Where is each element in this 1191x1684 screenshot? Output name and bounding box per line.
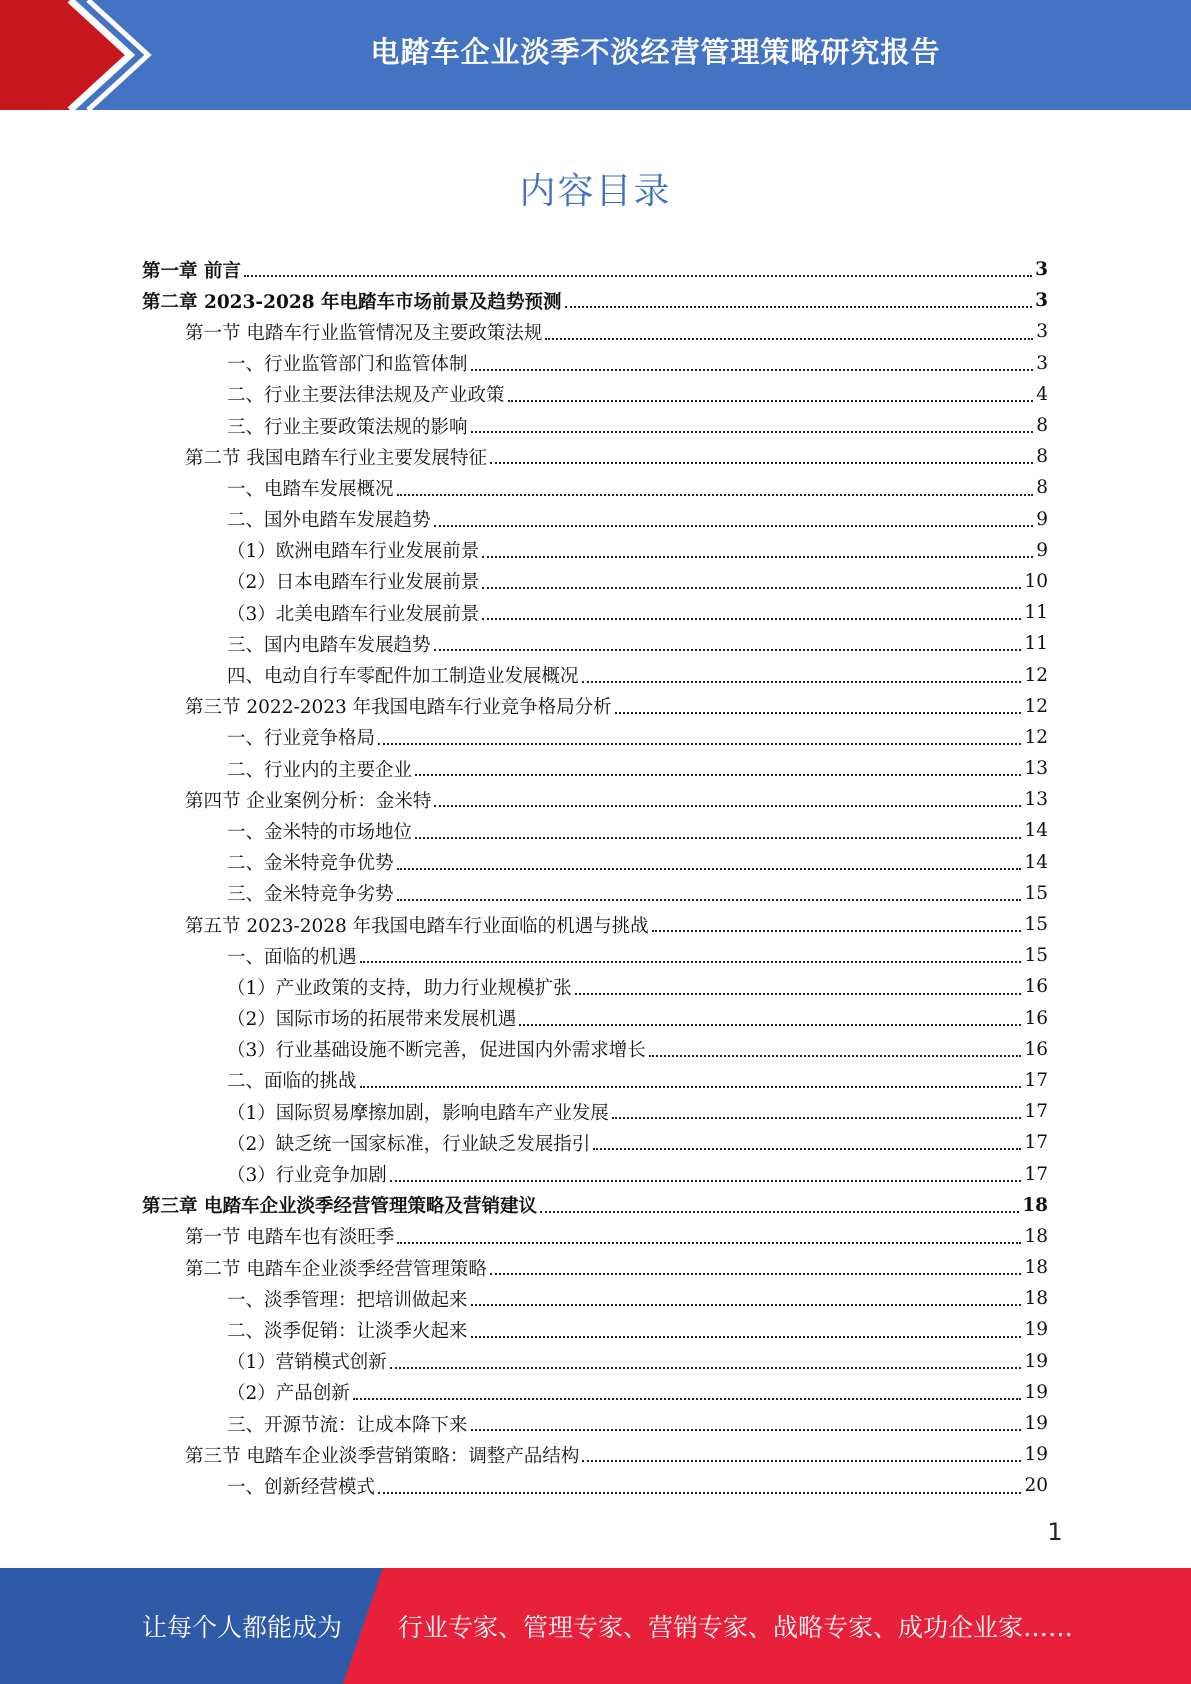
toc-dot-leader: [575, 993, 1022, 995]
toc-dot-leader: [615, 712, 1022, 714]
toc-dot-leader: [471, 1429, 1022, 1431]
toc-entry-page: 16: [1024, 1038, 1048, 1060]
toc-entry-page: 14: [1024, 851, 1048, 873]
toc-entry-title: 第二节 我国电踏车行业主要发展特征: [185, 447, 487, 469]
toc-entry-title: （2）国际市场的拓展带来发展机遇: [227, 1009, 517, 1031]
toc-entry[interactable]: [142, 1470, 1048, 1501]
footer-slogan-right: 行业专家、管理专家、营销专家、战略专家、成功企业家……: [398, 1613, 1074, 1642]
toc-entry-title: 二、金米特竞争优势: [227, 853, 394, 875]
toc-entry-title: 四、电动自行车零配件加工制造业发展概况: [227, 666, 579, 688]
toc-entry-title: 一、金米特的市场地位: [227, 821, 413, 843]
toc-entry-page: 3: [1036, 321, 1048, 343]
toc-dot-leader: [652, 930, 1022, 932]
toc-entry-title: （1）产业政策的支持，助力行业规模扩张: [227, 977, 572, 999]
toc-entry-title: 一、行业竞争格局: [227, 728, 376, 750]
toc-dot-leader: [482, 556, 1033, 558]
toc-entry[interactable]: [142, 1377, 1048, 1408]
toc-entry-page: 9: [1036, 539, 1048, 561]
toc-dot-leader: [519, 1024, 1021, 1026]
toc-dot-leader: [244, 275, 1032, 277]
toc-entry[interactable]: [142, 1190, 1048, 1221]
toc-heading: 内容目录: [519, 171, 672, 212]
toc-entry[interactable]: [142, 1439, 1048, 1470]
toc-entry-title: （2）产品创新: [227, 1383, 350, 1405]
toc-dot-leader: [434, 649, 1022, 651]
toc-dot-leader: [508, 400, 1034, 402]
toc-entry[interactable]: [142, 1065, 1048, 1096]
toc-entry-title: 一、面临的机遇: [227, 946, 357, 968]
toc-dot-leader: [593, 1148, 1021, 1150]
toc-entry[interactable]: [142, 566, 1048, 597]
toc-dot-leader: [612, 1117, 1022, 1119]
toc-entry[interactable]: [142, 659, 1048, 690]
toc-entry[interactable]: [142, 753, 1048, 784]
toc-entry-page: 16: [1024, 1007, 1048, 1029]
page-number: 1: [1047, 1518, 1063, 1546]
toc-dot-leader: [482, 618, 1021, 620]
toc-entry-page: 10: [1024, 570, 1048, 592]
footer-banner: [0, 1568, 1191, 1684]
toc-dot-leader: [434, 805, 1021, 807]
toc-entry[interactable]: [142, 1034, 1048, 1065]
toc-entry[interactable]: [142, 535, 1048, 566]
toc-entry-title: 二、行业主要法律法规及产业政策: [227, 385, 505, 407]
toc-entry-page: 8: [1036, 415, 1048, 437]
toc-entry[interactable]: [142, 1158, 1048, 1189]
toc-dot-leader: [390, 1367, 1022, 1369]
table-of-contents: [142, 254, 1048, 1502]
header-bar: [0, 0, 1191, 110]
toc-entry[interactable]: [142, 254, 1048, 285]
toc-entry-page: 15: [1024, 914, 1048, 936]
footer-slogan-left: 让每个人都能成为: [142, 1613, 343, 1642]
toc-dot-leader: [397, 494, 1034, 496]
toc-entry-page: 13: [1024, 758, 1048, 780]
toc-dot-leader: [378, 1492, 1021, 1494]
toc-entry[interactable]: [142, 847, 1048, 878]
toc-dot-leader: [540, 1211, 1019, 1213]
toc-entry-title: 三、开源节流：让成本降下来: [227, 1414, 468, 1436]
toc-dot-leader: [545, 338, 1033, 340]
toc-entry-title: 第三节 2022-2023 年我国电踏车行业竞争格局分析: [185, 697, 612, 719]
toc-entry-title: （1）欧洲电踏车行业发展前景: [227, 541, 480, 563]
toc-dot-leader: [397, 868, 1022, 870]
toc-entry-title: 第一节 电踏车也有淡旺季: [185, 1227, 395, 1249]
toc-entry-title: 第一章 前言: [142, 260, 241, 282]
toc-entry-title: 二、淡季促销：让淡季火起来: [227, 1320, 468, 1342]
toc-entry-page: 18: [1022, 1194, 1048, 1216]
toc-entry[interactable]: [142, 1283, 1048, 1314]
toc-entry-title: （1）营销模式创新: [227, 1352, 387, 1374]
toc-entry-title: （3）行业基础设施不断完善，促进国内外需求增长: [227, 1040, 646, 1062]
toc-entry[interactable]: [142, 597, 1048, 628]
toc-entry[interactable]: [142, 316, 1048, 347]
toc-entry[interactable]: [142, 410, 1048, 441]
toc-entry[interactable]: [142, 971, 1048, 1002]
toc-entry-page: 15: [1024, 945, 1048, 967]
toc-dot-leader: [471, 369, 1034, 371]
toc-dot-leader: [471, 431, 1034, 433]
toc-entry[interactable]: [142, 878, 1048, 909]
toc-entry-page: 20: [1024, 1475, 1048, 1497]
toc-dot-leader: [649, 1055, 1022, 1057]
toc-entry-page: 18: [1024, 1257, 1048, 1279]
toc-entry-page: 11: [1024, 602, 1048, 624]
toc-entry-title: 第四节 企业案例分析：金米特: [185, 790, 432, 812]
toc-entry-page: 14: [1024, 820, 1048, 842]
header-arrow-icon: [0, 0, 160, 110]
toc-entry-page: 15: [1024, 882, 1048, 904]
toc-entry[interactable]: [142, 1096, 1048, 1127]
toc-entry-page: 4: [1036, 383, 1048, 405]
toc-entry[interactable]: [142, 722, 1048, 753]
toc-entry-title: 三、国内电踏车发展趋势: [227, 634, 431, 656]
toc-dot-leader: [565, 306, 1033, 308]
toc-entry[interactable]: [142, 1314, 1048, 1345]
toc-entry-title: 二、行业内的主要企业: [227, 759, 413, 781]
toc-entry[interactable]: [142, 441, 1048, 472]
toc-dot-leader: [390, 1180, 1022, 1182]
toc-entry[interactable]: [142, 504, 1048, 535]
toc-entry[interactable]: [142, 940, 1048, 971]
toc-entry[interactable]: [142, 628, 1048, 659]
toc-entry-page: 3: [1035, 259, 1048, 281]
toc-entry-title: （3）行业竞争加剧: [227, 1165, 387, 1187]
toc-entry-title: 第五节 2023-2028 年我国电踏车行业面临的机遇与挑战: [185, 915, 649, 937]
toc-entry[interactable]: [142, 348, 1048, 379]
toc-entry-title: 一、创新经营模式: [227, 1476, 376, 1498]
toc-entry[interactable]: [142, 379, 1048, 410]
toc-entry-page: 19: [1024, 1413, 1048, 1435]
toc-dot-leader: [471, 1336, 1022, 1338]
toc-entry-page: 12: [1024, 695, 1048, 717]
toc-entry-title: 一、淡季管理：把培训做起来: [227, 1289, 468, 1311]
toc-dot-leader: [415, 837, 1021, 839]
toc-entry[interactable]: [142, 1346, 1048, 1377]
toc-entry-page: 8: [1036, 446, 1048, 468]
report-title: 电踏车企业淡季不淡经营管理策略研究报告: [370, 34, 941, 69]
toc-entry-title: 第一节 电踏车行业监管情况及主要政策法规: [185, 322, 543, 344]
toc-dot-leader: [378, 743, 1021, 745]
toc-entry-title: 二、国外电踏车发展趋势: [227, 510, 431, 532]
toc-entry-page: 19: [1024, 1444, 1048, 1466]
toc-dot-leader: [490, 462, 1033, 464]
toc-entry-title: （3）北美电踏车行业发展前景: [227, 603, 480, 625]
toc-entry-title: 第三章 电踏车企业淡季经营管理策略及营销建议: [142, 1196, 537, 1218]
toc-entry-title: （1）国际贸易摩擦加剧，影响电踏车产业发展: [227, 1102, 609, 1124]
toc-entry[interactable]: [142, 285, 1048, 316]
toc-entry-page: 3: [1036, 352, 1048, 374]
toc-entry-page: 12: [1024, 726, 1048, 748]
toc-entry[interactable]: [142, 1252, 1048, 1283]
toc-dot-leader: [582, 1460, 1021, 1462]
toc-entry-page: 18: [1024, 1288, 1048, 1310]
toc-entry[interactable]: [142, 1408, 1048, 1439]
toc-entry-page: 17: [1024, 1101, 1048, 1123]
toc-entry-title: 一、电踏车发展概况: [227, 478, 394, 500]
toc-entry[interactable]: [142, 1127, 1048, 1158]
toc-entry-page: 19: [1024, 1350, 1048, 1372]
toc-entry-title: 第三节 电踏车企业淡季营销策略：调整产品结构: [185, 1445, 580, 1467]
toc-entry[interactable]: [142, 691, 1048, 722]
toc-entry-page: 8: [1036, 477, 1048, 499]
toc-entry-title: （2）缺乏统一国家标准，行业缺乏发展指引: [227, 1133, 591, 1155]
toc-dot-leader: [415, 774, 1021, 776]
toc-entry-page: 13: [1024, 789, 1048, 811]
toc-dot-leader: [360, 1086, 1022, 1088]
toc-entry-page: 17: [1024, 1069, 1048, 1091]
toc-dot-leader: [490, 1273, 1022, 1275]
toc-entry-page: 3: [1035, 290, 1048, 312]
toc-entry[interactable]: [142, 472, 1048, 503]
toc-dot-leader: [471, 1304, 1022, 1306]
toc-dot-leader: [397, 1242, 1021, 1244]
toc-entry-title: 三、行业主要政策法规的影响: [227, 416, 468, 438]
toc-entry[interactable]: [142, 1003, 1048, 1034]
toc-entry[interactable]: [142, 784, 1048, 815]
toc-dot-leader: [434, 525, 1034, 527]
toc-entry-page: 19: [1024, 1381, 1048, 1403]
toc-entry[interactable]: [142, 815, 1048, 846]
toc-entry-title: （2）日本电踏车行业发展前景: [227, 572, 480, 594]
toc-entry-page: 9: [1036, 508, 1048, 530]
toc-entry-page: 19: [1024, 1319, 1048, 1341]
toc-entry-page: 18: [1024, 1225, 1048, 1247]
toc-entry[interactable]: [142, 1221, 1048, 1252]
toc-entry-page: 12: [1024, 664, 1048, 686]
toc-entry-page: 17: [1024, 1163, 1048, 1185]
toc-dot-leader: [582, 681, 1022, 683]
toc-entry-title: 二、面临的挑战: [227, 1071, 357, 1093]
toc-dot-leader: [353, 1398, 1022, 1400]
toc-entry-page: 16: [1024, 976, 1048, 998]
toc-dot-leader: [482, 587, 1021, 589]
toc-entry-page: 17: [1024, 1132, 1048, 1154]
toc-entry-page: 11: [1024, 633, 1048, 655]
toc-entry-title: 三、金米特竞争劣势: [227, 884, 394, 906]
toc-entry[interactable]: [142, 909, 1048, 940]
toc-dot-leader: [397, 899, 1022, 901]
toc-entry-title: 一、行业监管部门和监管体制: [227, 354, 468, 376]
toc-entry-title: 第二节 电踏车企业淡季经营管理策略: [185, 1258, 487, 1280]
toc-dot-leader: [360, 961, 1022, 963]
toc-entry-title: 第二章 2023-2028 年电踏车市场前景及趋势预测: [142, 291, 562, 313]
